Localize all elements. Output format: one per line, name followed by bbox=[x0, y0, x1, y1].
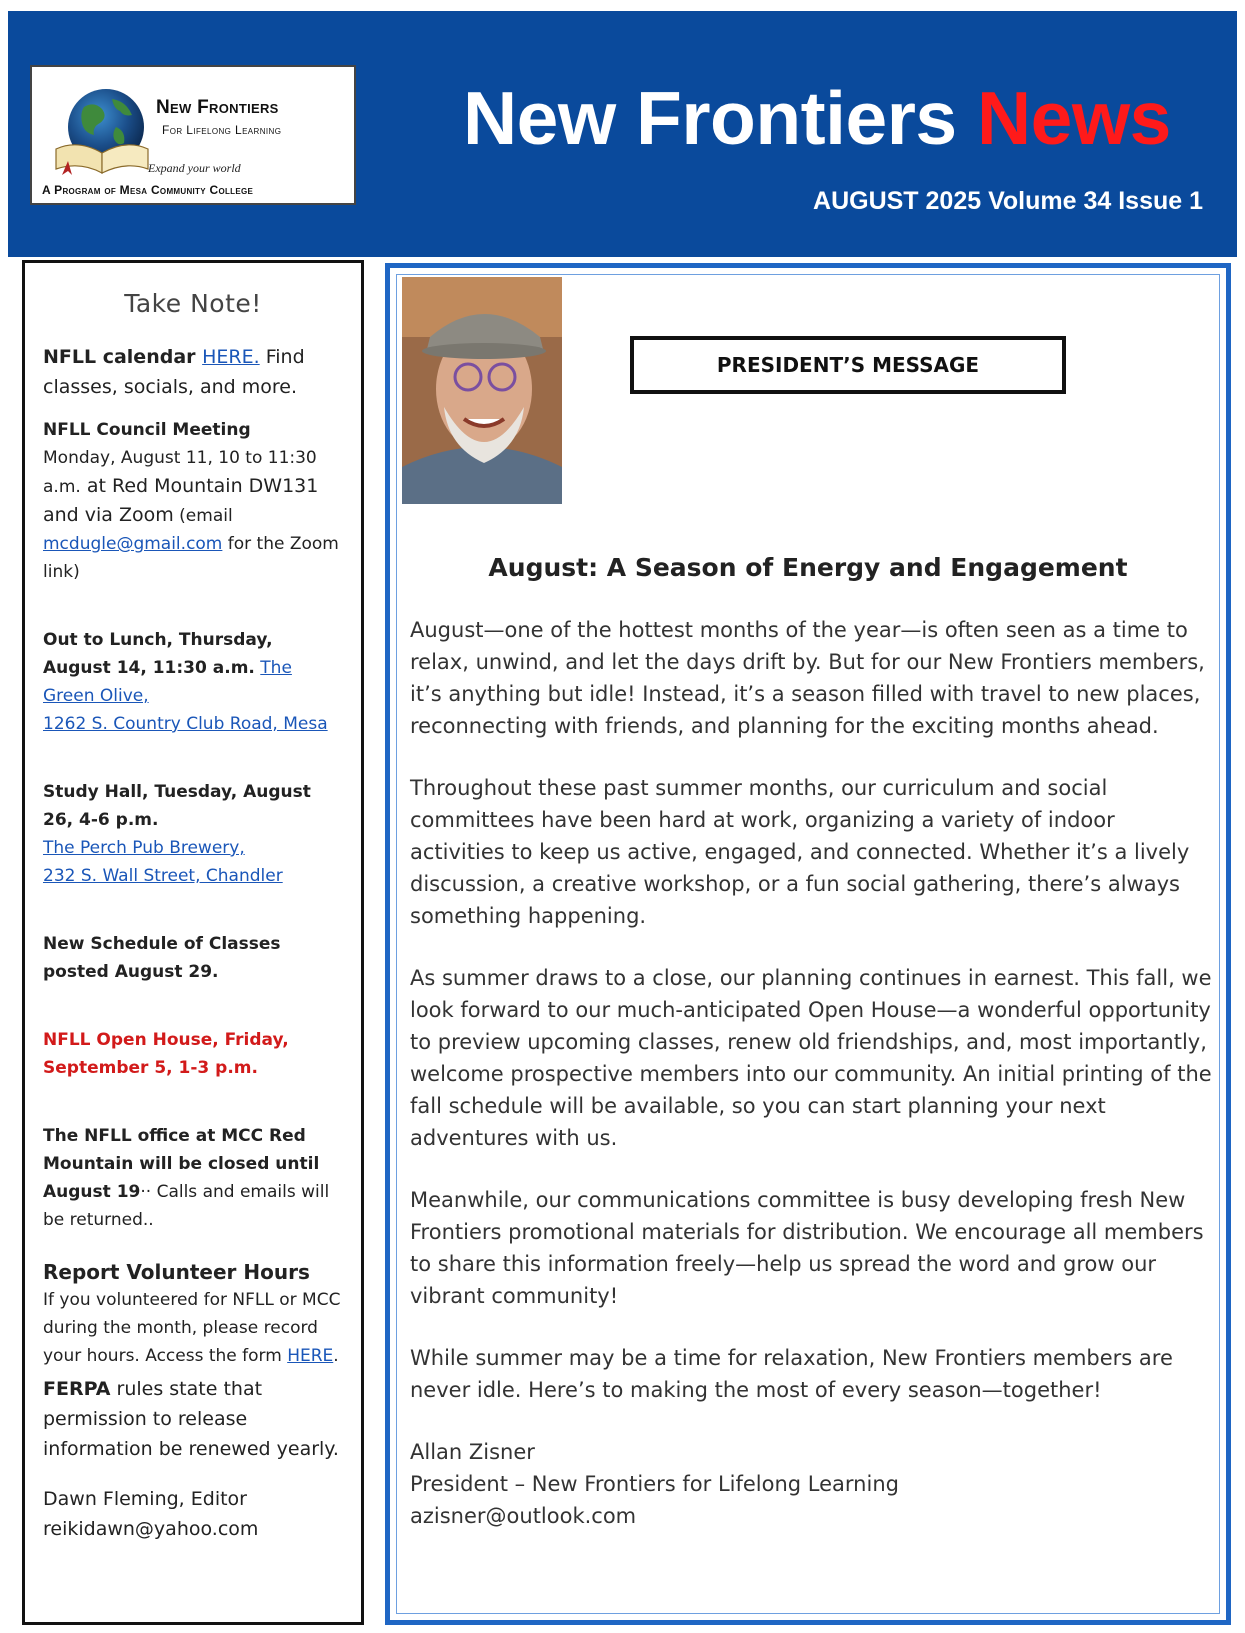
article-paragraph: As summer draws to a close, our planning continues in earnest. This fall, we look forward to our much-anticipated Open House—a wonderful opportunity to preview upcoming classes, renew old friendships, and, most importantly, welcome prospective members into our community. An initial printing of the fall schedule will be available, so you can start planning your next adventures with us. bbox=[410, 966, 1212, 1150]
masthead-main: New Frontiers bbox=[463, 76, 957, 160]
study-hall-note bbox=[43, 778, 343, 890]
study-venue-name: The Perch Pub Brewery, bbox=[43, 838, 245, 858]
council-email-link[interactable]: mcdugle@gmail.com bbox=[43, 534, 223, 554]
logo-subtitle: For Lifelong Learning bbox=[162, 123, 282, 137]
article-headline: August: A Season of Energy and Engagement bbox=[488, 553, 1128, 582]
newsletter-header bbox=[8, 11, 1237, 257]
president-photo bbox=[402, 277, 562, 504]
council-location: at Red Mountain DW131 and via Zoom bbox=[43, 475, 319, 526]
signature-name: Allan Zisner bbox=[410, 1440, 535, 1464]
editor-note bbox=[43, 1484, 343, 1544]
open-house-note: NFLL Open House, Friday, September 5, 1-3 p.m. bbox=[43, 1030, 289, 1078]
office-closed-rest: ·· Calls and emails will be returned.. bbox=[43, 1182, 330, 1230]
volunteer-title: Report Volunteer Hours bbox=[43, 1260, 310, 1284]
section-label: PRESIDENT’S MESSAGE bbox=[630, 336, 1066, 394]
study-venue-address: 232 S. Wall Street, Chandler bbox=[43, 866, 283, 886]
article-paragraph: Throughout these past summer months, our curriculum and social committees have been hard at work, organizing a variety of indoor activities to keep us active, engaged, and connected. Whether it’s a lively discussion, a creative workshop, or a fun social gathering, there’s always something happening. bbox=[410, 776, 1190, 928]
logo-title: New Frontiers bbox=[156, 97, 279, 118]
council-time: Monday, August 11, 10 to 11:30 a.m. bbox=[43, 448, 317, 497]
volunteer-text: If you volunteered for NFLL or MCC during the month, please record your hours. Access the form bbox=[43, 1290, 341, 1366]
office-closed-bold: The NFLL office at MCC Red Mountain will be closed until August 19 bbox=[43, 1126, 320, 1202]
masthead-accent: News bbox=[976, 76, 1171, 160]
logo-program: A Program of Mesa Community College bbox=[42, 183, 254, 197]
lunch-venue-name: The Green Olive, bbox=[43, 658, 292, 706]
logo-tagline: Expand your world bbox=[148, 161, 241, 175]
council-email-prefix: (email bbox=[173, 506, 233, 526]
editor-email: reikidawn@yahoo.com bbox=[43, 1518, 259, 1540]
article-paragraph: Meanwhile, our communications committee is busy developing fresh New Frontiers promotional materials for distribution. We encourage all members to share this information freely—help us spread the word and grow our vibrant community! bbox=[410, 1188, 1204, 1308]
article-paragraph: While summer may be a time for relaxation, New Frontiers members are never idle. Here’s to making the most of every season—together! bbox=[410, 1346, 1173, 1402]
signature-role: President – New Frontiers for Lifelong Learning bbox=[410, 1472, 899, 1496]
article-paragraph: August—one of the hottest months of the year—is often seen as a time to relax, unwind, and let the days drift by. But for our New Frontiers members, it’s anything but idle! Instead, it’s a season filled with travel to new places, reconnecting with friends, and planning for the exciting months ahead. bbox=[410, 618, 1205, 738]
take-note-sidebar bbox=[22, 260, 364, 1625]
volunteer-note bbox=[43, 1258, 343, 1370]
nfll-logo bbox=[30, 65, 356, 205]
calendar-prefix: NFLL calendar bbox=[43, 346, 203, 368]
calendar-suffix: Find classes, socials, and more. bbox=[43, 346, 305, 398]
lunch-note bbox=[43, 626, 343, 738]
globe-book-icon bbox=[54, 87, 150, 183]
editor-name: Dawn Fleming, Editor bbox=[43, 1488, 247, 1510]
ferpa-text: rules state that permission to release information be renewed yearly. bbox=[43, 1378, 339, 1460]
masthead-title bbox=[463, 75, 1171, 161]
office-closed-note bbox=[43, 1122, 343, 1234]
council-email-suffix: for the Zoom link) bbox=[43, 534, 339, 582]
portrait-illustration bbox=[402, 277, 562, 504]
article-body bbox=[410, 614, 1212, 1532]
council-meeting-note bbox=[43, 416, 343, 586]
council-title: NFLL Council Meeting bbox=[43, 420, 251, 440]
ferpa-note bbox=[43, 1374, 343, 1464]
lunch-title: Out to Lunch, Thursday, August 14, 11:30 a.m. bbox=[43, 630, 273, 678]
presidents-message-article bbox=[385, 263, 1231, 1625]
issue-info: AUGUST 2025 Volume 34 Issue 1 bbox=[813, 187, 1203, 215]
signature-block bbox=[410, 1436, 1212, 1532]
sidebar-heading: Take Note! bbox=[124, 289, 262, 318]
schedule-note: New Schedule of Classes posted August 29. bbox=[43, 934, 281, 982]
calendar-link[interactable]: HERE. bbox=[202, 346, 260, 368]
study-title: Study Hall, Tuesday, August 26, 4-6 p.m. bbox=[43, 782, 311, 830]
calendar-note bbox=[43, 342, 343, 402]
ferpa-label: FERPA bbox=[43, 1378, 111, 1400]
lunch-venue-address: 1262 S. Country Club Road, Mesa bbox=[43, 714, 328, 734]
volunteer-end: . bbox=[333, 1346, 339, 1366]
volunteer-form-link[interactable]: HERE bbox=[287, 1346, 334, 1366]
signature-email: azisner@outlook.com bbox=[410, 1504, 637, 1528]
study-venue-link[interactable] bbox=[43, 838, 283, 886]
